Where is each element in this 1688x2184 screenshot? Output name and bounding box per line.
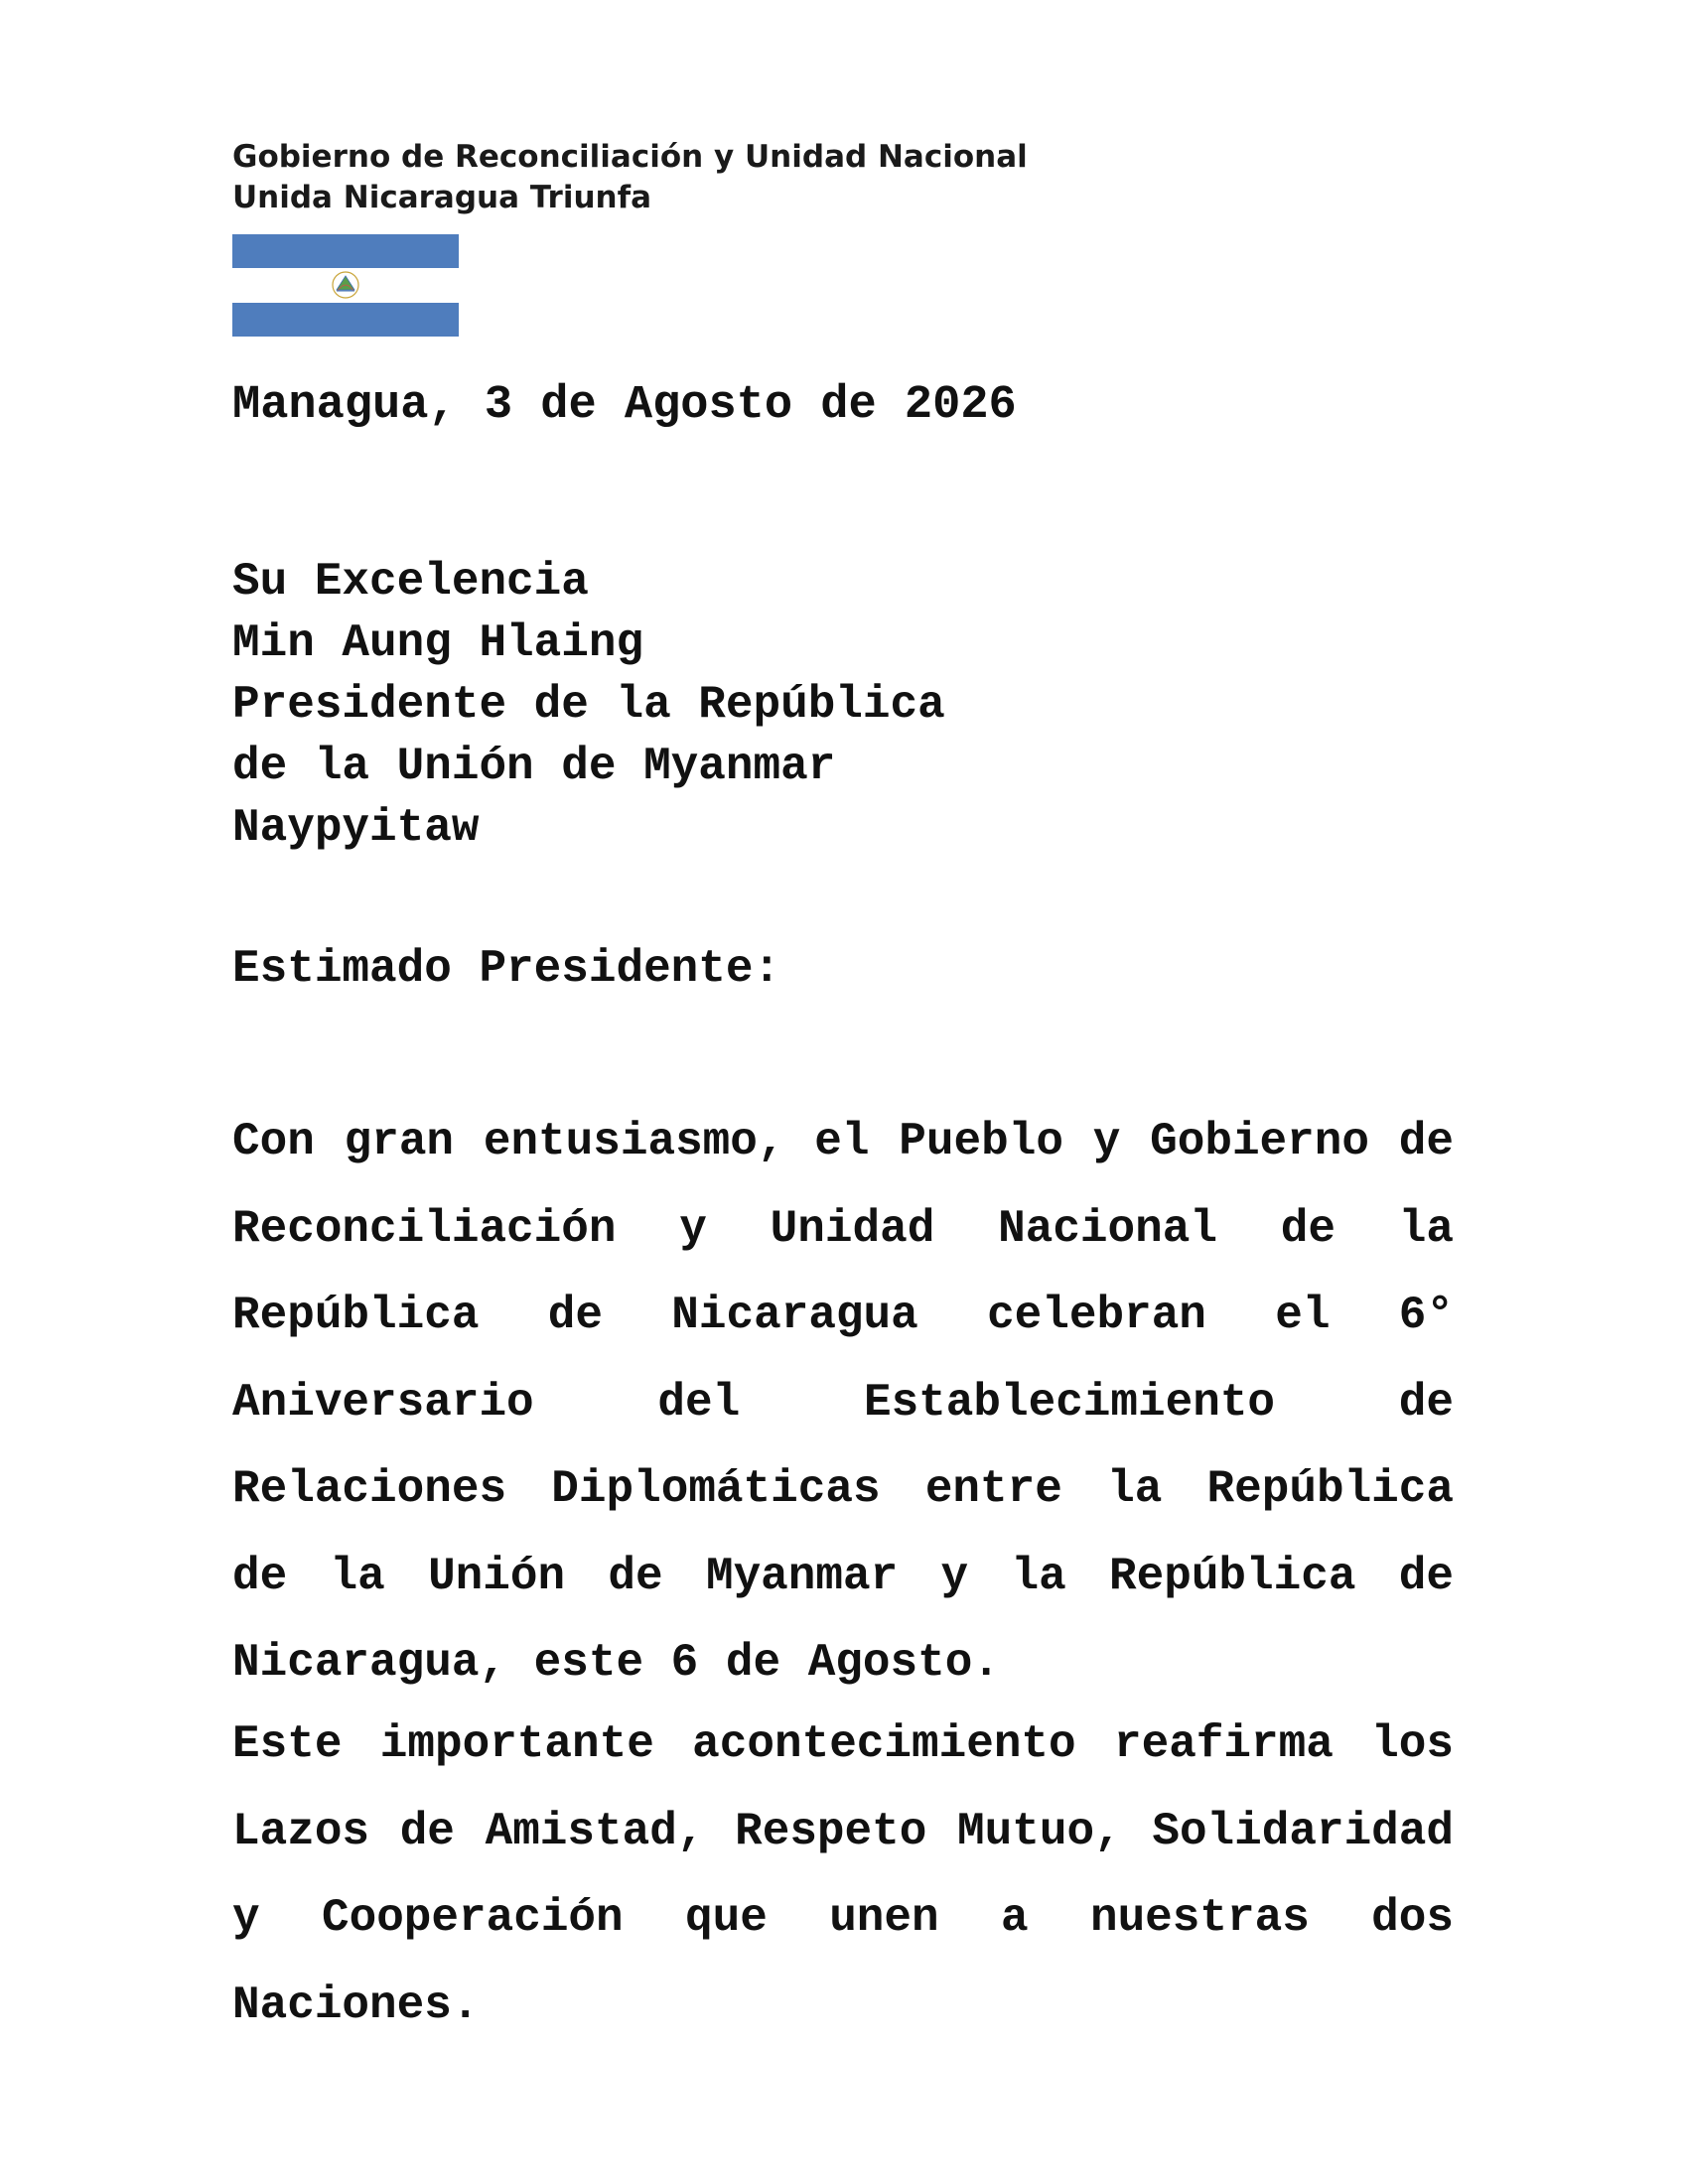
body-paragraph: Este importante acontecimiento reafirma los Lazos de Amistad, Respeto Mutuo, Solidaridad y Cooperación que unen a nuestras dos Naciones. <box>232 1718 1454 2031</box>
addressee-line: Su Excelencia <box>232 556 589 608</box>
government-slogan: Unida Nicaragua Triunfa <box>232 180 652 215</box>
body-paragraph: Con gran entusiasmo, el Pueblo y Gobierno de Reconciliación y Unidad Nacional de la República de Nicaragua celebran el 6° Aniversario del Establecimiento de Relaciones Diplomáticas entre la República de la Unión de Myanmar y la República de Nicaragua, este 6 de Agosto. <box>232 1116 1454 1689</box>
addressee-line: Naypyitaw <box>232 802 480 854</box>
flag-middle-stripe <box>232 268 459 302</box>
addressee-block <box>232 551 945 859</box>
flag-top-stripe <box>232 234 459 268</box>
addressee-line: Presidente de la República <box>232 679 945 731</box>
addressee-line: de la Unión de Myanmar <box>232 741 836 792</box>
nicaragua-flag-icon <box>232 234 459 337</box>
letter-date: Managua, 3 de Agosto de 2026 <box>232 379 1017 432</box>
government-name: Gobierno de Reconciliación y Unidad Nacional <box>232 139 1028 175</box>
coat-of-arms-icon <box>326 270 365 300</box>
letterhead <box>232 137 1028 218</box>
salutation: Estimado Presidente: <box>232 943 781 995</box>
flag-bottom-stripe <box>232 303 459 337</box>
addressee-line: Min Aung Hlaing <box>232 617 644 669</box>
